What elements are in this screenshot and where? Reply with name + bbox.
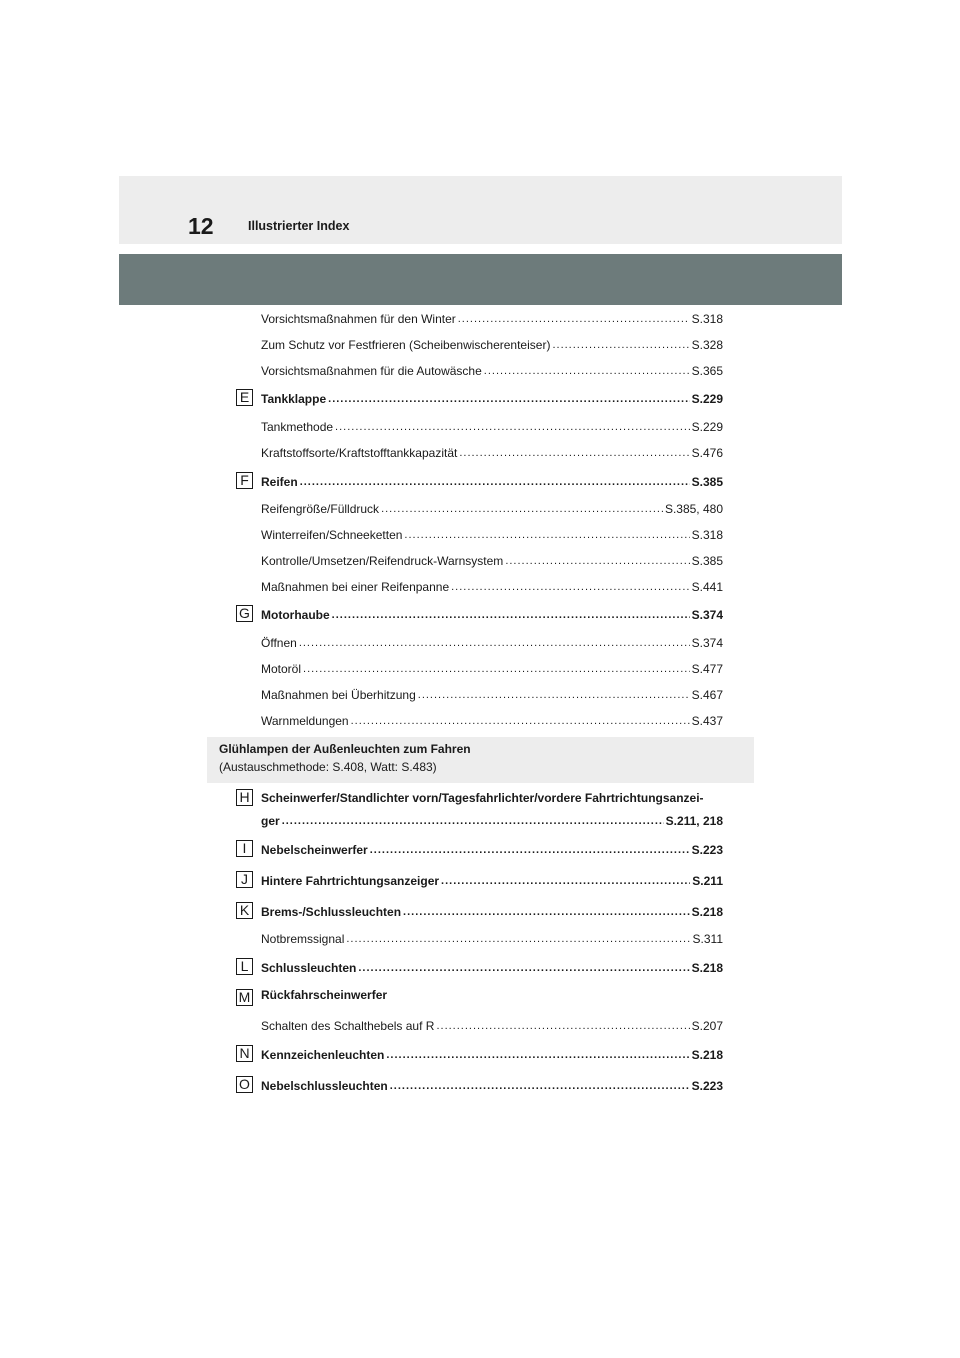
letter-marker-n: N	[236, 1045, 253, 1062]
index-entry: Kontrolle/Umsetzen/Reifendruck-Warnsystem ..... S.385	[261, 550, 723, 568]
index-entry-main: Schlussleuchten ..... S.218	[261, 957, 723, 975]
letter-marker-h: H	[236, 789, 253, 806]
letter-marker-k: K	[236, 902, 253, 919]
index-entry-main: Kennzeichenleuchten ..... S.218	[261, 1044, 723, 1062]
index-entry-main: Tankklappe ..... S.229	[261, 388, 723, 406]
index-entry: Vorsichtsmaßnahmen für den Winter ..... S.318	[261, 308, 723, 326]
letter-marker-e: E	[236, 389, 253, 406]
index-entry-main: Scheinwerfer/Standlichter vorn/Tagesfahrlichter/vordere Fahrtrichtungsanzei-	[261, 791, 704, 805]
index-entry: Maßnahmen bei einer Reifenpanne ..... S.441	[261, 576, 723, 594]
index-entry: Maßnahmen bei Überhitzung ..... S.467	[261, 684, 723, 702]
index-entry: Winterreifen/Schneeketten ..... S.318	[261, 524, 723, 542]
index-entry-main: Hintere Fahrtrichtungsanzeiger ..... S.211	[261, 870, 723, 888]
index-entry: Notbremssignal ..... S.311	[261, 928, 723, 946]
index-entry: Kraftstoffsorte/Kraftstofftankkapazität ..... S.476	[261, 442, 723, 460]
title-bar	[119, 254, 842, 305]
index-entry-main: Motorhaube ..... S.374	[261, 604, 723, 622]
header-band	[119, 176, 842, 244]
index-entry-main: Nebelscheinwerfer ..... S.223	[261, 839, 723, 857]
letter-marker-l: L	[236, 958, 253, 975]
index-entry-main-continued: ger ..... S.211, 218	[261, 810, 723, 828]
letter-marker-g: G	[236, 605, 253, 622]
index-entry: Schalten des Schalthebels auf R ..... S.207	[261, 1015, 723, 1033]
letter-marker-f: F	[236, 472, 253, 489]
index-entry: Vorsichtsmaßnahmen für die Autowäsche ..... S.365	[261, 360, 723, 378]
index-entry-main: Rückfahrscheinwerfer	[261, 988, 388, 1002]
letter-marker-m: M	[236, 989, 253, 1006]
index-entry: Tankmethode ..... S.229	[261, 416, 723, 434]
group-subtitle: (Austauschmethode: S.408, Watt: S.483)	[219, 760, 437, 774]
section-title: Illustrierter Index	[248, 219, 350, 233]
letter-marker-j: J	[236, 871, 253, 888]
index-entry: Motoröl ..... S.477	[261, 658, 723, 676]
letter-marker-i: I	[236, 840, 253, 857]
index-entry: Reifengröße/Fülldruck ..... S.385, 480	[261, 498, 723, 516]
index-entry-main: Reifen ..... S.385	[261, 471, 723, 489]
index-entry: Öffnen ..... S.374	[261, 632, 723, 650]
letter-marker-o: O	[236, 1076, 253, 1093]
index-entry: Warnmeldungen ..... S.437	[261, 710, 723, 728]
page-number: 12	[188, 213, 214, 239]
group-title: Glühlampen der Außenleuchten zum Fahren	[219, 742, 471, 756]
index-entry-main: Brems-/Schlussleuchten ..... S.218	[261, 901, 723, 919]
index-entry-main: Nebelschlussleuchten ..... S.223	[261, 1075, 723, 1093]
index-entry: Zum Schutz vor Festfrieren (Scheibenwischerenteiser) ..... S.328	[261, 334, 723, 352]
